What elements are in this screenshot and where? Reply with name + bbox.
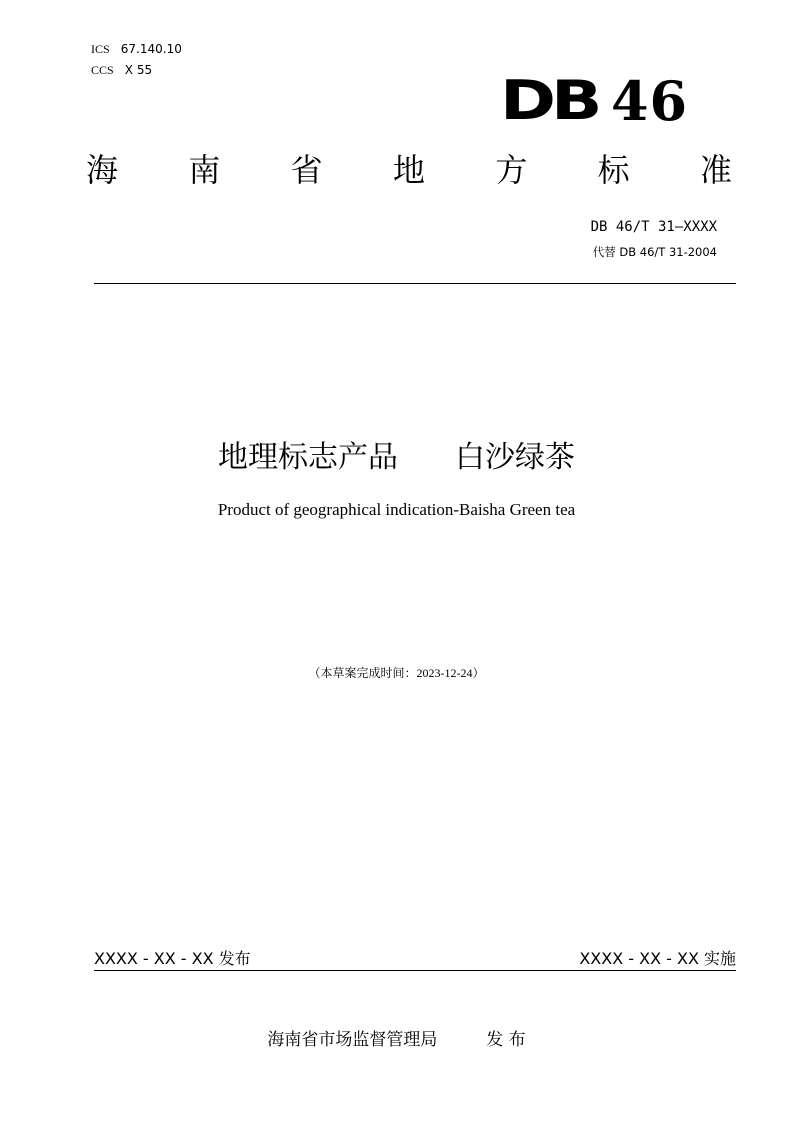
publisher-org: 海南省市场监督管理局 (267, 1030, 438, 1050)
db46-logo (500, 68, 689, 133)
standard-type-char: 省 (290, 151, 323, 189)
standard-type-char: 海 (86, 151, 119, 189)
logo-prefix: DB (500, 69, 598, 132)
standard-type-char: 地 (392, 151, 425, 189)
standard-type-char: 南 (188, 151, 221, 189)
ccs-value: X 55 (124, 63, 153, 77)
ics-value: 67.140.10 (120, 42, 182, 56)
standard-number: DB 46/T 31—XXXX (590, 219, 717, 235)
ics-label: ICS (91, 42, 110, 56)
footer-divider (94, 970, 736, 971)
issue-date: XXXX - XX - XX 发布 (94, 949, 251, 968)
title-cn-part1: 地理标志产品 (217, 440, 398, 475)
title-cn-part2: 白沙绿茶 (455, 440, 576, 475)
header-divider (94, 283, 736, 284)
draft-completion-note: （本草案完成时间：2023-12-24） (308, 666, 485, 680)
ccs-label: CCS (91, 63, 114, 77)
publisher-action: 发 布 (486, 1030, 526, 1050)
standard-type-char: 准 (699, 151, 732, 189)
publisher-line (0, 1025, 793, 1050)
logo-number: 46 (610, 69, 689, 133)
document-title-cn (0, 432, 793, 476)
ics-code (91, 38, 182, 57)
ccs-code (91, 59, 152, 78)
document-title-en: Product of geographical indication-Baisha Green tea (217, 500, 576, 519)
replaces-standard: 代替 DB 46/T 31-2004 (592, 245, 717, 259)
standard-type-char: 方 (495, 151, 528, 189)
standard-type-heading (86, 150, 732, 190)
implementation-date: XXXX - XX - XX 实施 (579, 949, 736, 968)
standard-type-char: 标 (597, 151, 630, 189)
